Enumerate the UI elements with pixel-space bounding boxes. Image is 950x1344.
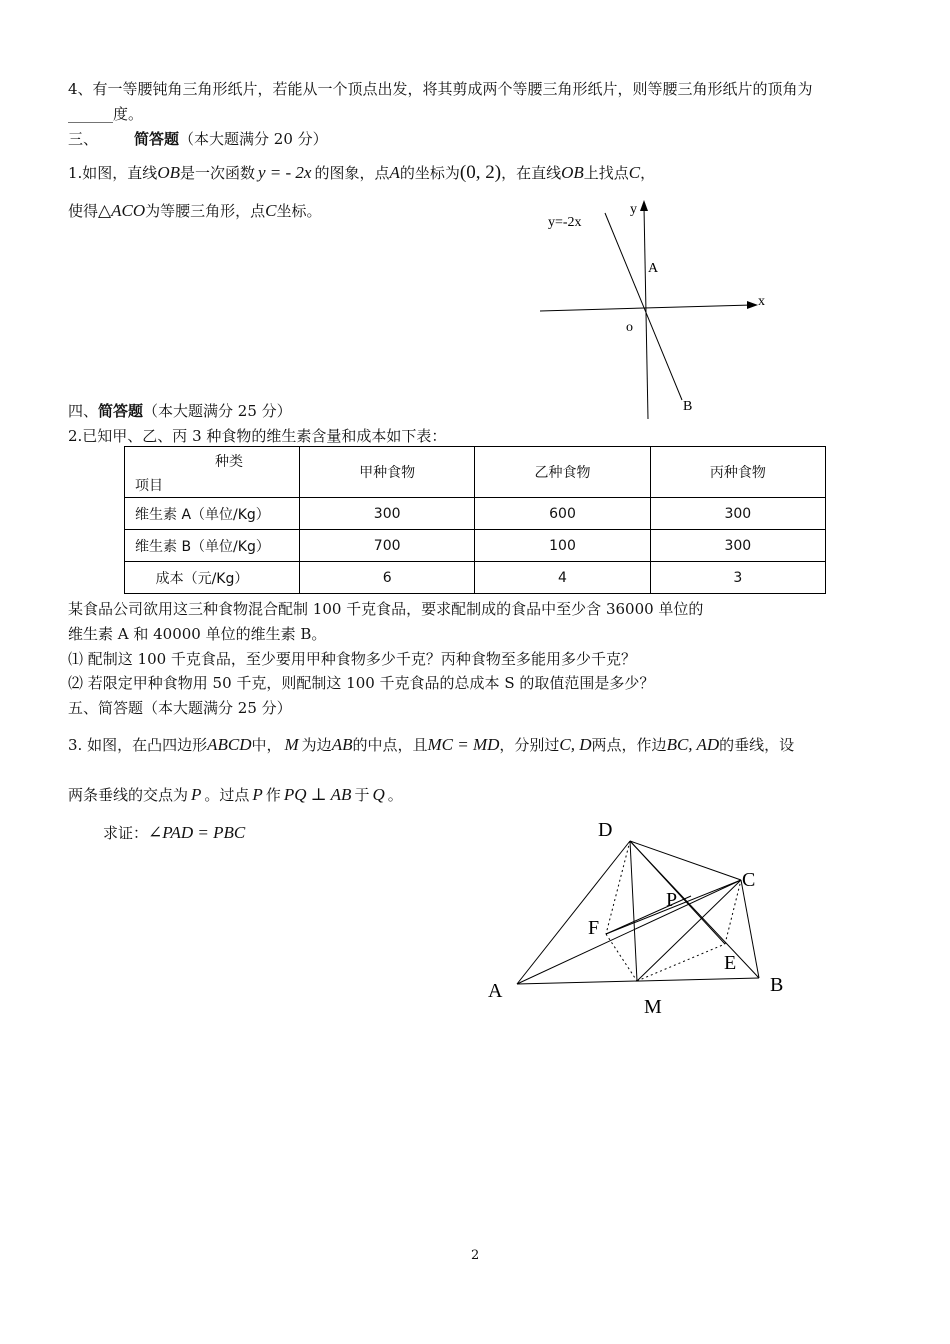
text: 坐标。 xyxy=(276,202,322,220)
dotted-df xyxy=(606,841,630,934)
math-point-c: C xyxy=(628,163,641,182)
math-ob: OB xyxy=(157,163,180,182)
problem-3-line1 xyxy=(68,734,794,755)
table-cell: 300 xyxy=(650,530,825,562)
point-e-label: E xyxy=(724,952,737,974)
math-m: M xyxy=(284,735,299,754)
math-p: P xyxy=(191,785,202,804)
math-abcd: ABCD xyxy=(207,735,252,754)
text: 。过点 xyxy=(204,786,250,804)
text: 为等腰三角形，点 xyxy=(145,202,266,220)
problem-2-text-line1: 某食品公司欲用这三种食物混合配制 100 千克食品，要求配制成的食品中至少含 36000 单位的 xyxy=(68,600,704,618)
section-4-heading xyxy=(68,400,292,421)
math-point-a: A xyxy=(389,163,400,182)
section-4-note: （本大题满分 25 分） xyxy=(143,402,292,420)
table-cell: 3 xyxy=(650,562,825,594)
table-header: 乙种食物 xyxy=(475,447,650,498)
table-corner-cell xyxy=(125,447,300,498)
row-label: 维生素 A（单位/Kg） xyxy=(125,498,300,530)
y-axis-label: y xyxy=(630,202,637,217)
page-number: 2 xyxy=(471,1248,480,1263)
prove-label: 求证： xyxy=(103,824,149,842)
table-header-row xyxy=(125,447,826,498)
math-bc-ad: BC, AD xyxy=(666,735,720,754)
table-cell: 600 xyxy=(475,498,650,530)
problem-2-intro: 2.已知甲、乙、丙 3 种食物的维生素含量和成本如下表： xyxy=(68,427,447,445)
prove-expression: ∠PAD = PBC xyxy=(148,823,246,842)
math-p: P xyxy=(252,785,263,804)
text: ，在直线 xyxy=(501,164,562,182)
text: 作 xyxy=(265,786,281,804)
vertex-d-label: D xyxy=(598,819,613,841)
math-equation: y = - 2x xyxy=(258,163,312,182)
table-row xyxy=(125,498,826,530)
question-4-line1: 4、有一等腰钝角三角形纸片，若能从一个顶点出发，将其剪成两个等腰三角形纸片，则等腰三角形纸片的顶角为 xyxy=(68,80,813,98)
table-cell: 300 xyxy=(650,498,825,530)
section-4-title: 简答题 xyxy=(98,402,144,420)
segment-md xyxy=(630,841,637,981)
y-axis-arrow xyxy=(640,200,648,211)
text: 。 xyxy=(387,786,403,804)
section-3-number: 三、 xyxy=(68,130,99,148)
math-pq-perp-ab: PQ ⊥ AB xyxy=(283,785,352,804)
row-label: 成本（元/Kg） xyxy=(125,562,300,594)
text: 是一次函数 xyxy=(179,164,255,182)
text: 为边 xyxy=(301,736,332,754)
segment-ad xyxy=(517,841,630,984)
section-3-note: （本大题满分 20 分） xyxy=(179,130,328,148)
math-ob: OB xyxy=(561,163,584,182)
linear-function-graph xyxy=(530,195,780,425)
problem-3-prove xyxy=(103,822,245,843)
text: 1.如图，直线 xyxy=(68,164,158,182)
vertex-b-label: B xyxy=(770,974,784,996)
text: ， xyxy=(640,164,656,182)
segment-dc xyxy=(630,841,741,880)
answer-blank: ______ xyxy=(68,105,113,123)
question-4-degree-text: 度。 xyxy=(113,105,144,123)
table-row xyxy=(125,530,826,562)
text: 两条垂线的交点为 xyxy=(68,786,189,804)
text: 的垂线，设 xyxy=(719,736,795,754)
text: 使得 xyxy=(68,202,99,220)
section-4-number: 四、 xyxy=(68,402,99,420)
table-cell: 4 xyxy=(475,562,650,594)
dotted-ec xyxy=(725,880,741,944)
math-triangle: △ACO xyxy=(98,201,146,220)
question-4-line2 xyxy=(68,103,143,124)
problem-2-question-1: ⑴ 配制这 100 千克食品，至少要用甲种食物多少千克？丙种食物至多能用多少千克？ xyxy=(68,650,636,668)
line-label: y=-2x xyxy=(548,215,582,230)
text: ，分别过 xyxy=(499,736,560,754)
vertex-c-label: C xyxy=(742,869,756,891)
corner-bottom-label: 项目 xyxy=(135,478,163,494)
point-b-label: B xyxy=(683,399,693,414)
math-q: Q xyxy=(372,785,385,804)
table-cell: 700 xyxy=(300,530,475,562)
point-p-label: P xyxy=(666,889,678,911)
vertex-a-label: A xyxy=(488,980,503,1002)
quadrilateral-figure xyxy=(480,810,800,1025)
section-3-title: 简答题 xyxy=(134,130,180,148)
dotted-me xyxy=(637,944,725,981)
section-5-heading: 五、简答题（本大题满分 25 分） xyxy=(68,699,292,717)
point-m-label: M xyxy=(644,996,662,1018)
x-axis-label: x xyxy=(758,294,765,309)
segment-fp xyxy=(606,896,691,934)
text: 的图象，点 xyxy=(314,164,390,182)
table-cell: 300 xyxy=(300,498,475,530)
math-coordinate: (0, 2) xyxy=(459,162,502,183)
math-ab: AB xyxy=(331,735,353,754)
table-header: 丙种食物 xyxy=(650,447,825,498)
problem-2-text-line2: 维生素 A 和 40000 单位的维生素 B。 xyxy=(68,625,327,643)
text: 于 xyxy=(354,786,370,804)
text: 上找点 xyxy=(583,164,629,182)
problem-1-line2 xyxy=(68,200,321,221)
food-vitamin-table xyxy=(124,446,826,594)
math-point-c: C xyxy=(265,201,277,220)
text: 3. 如图，在凸四边形 xyxy=(68,736,208,754)
point-a-label: A xyxy=(648,261,659,276)
origin-label: o xyxy=(626,320,633,335)
table-row xyxy=(125,562,826,594)
row-label: 维生素 B（单位/Kg） xyxy=(125,530,300,562)
problem-3-line2 xyxy=(68,784,403,805)
corner-top-label: 种类 xyxy=(215,454,243,470)
table-cell: 6 xyxy=(300,562,475,594)
point-f-label: F xyxy=(588,917,600,939)
text: 的坐标为 xyxy=(399,164,460,182)
text: 的中点，且 xyxy=(352,736,428,754)
segment-cb xyxy=(741,880,759,978)
problem-1-line1 xyxy=(68,162,655,184)
table-cell: 100 xyxy=(475,530,650,562)
line-ob xyxy=(605,213,682,400)
text: 中， xyxy=(251,736,282,754)
text: 两点，作边 xyxy=(591,736,667,754)
math-mc-md: MC = MD xyxy=(427,735,500,754)
problem-2-question-2: ⑵ 若限定甲种食物用 50 千克，则配制这 100 千克食品的总成本 S 的取值范围是多少？ xyxy=(68,674,655,692)
math-cd: C, D xyxy=(559,735,592,754)
table-header: 甲种食物 xyxy=(300,447,475,498)
x-axis-arrow xyxy=(747,301,758,309)
section-3-heading xyxy=(68,128,328,149)
